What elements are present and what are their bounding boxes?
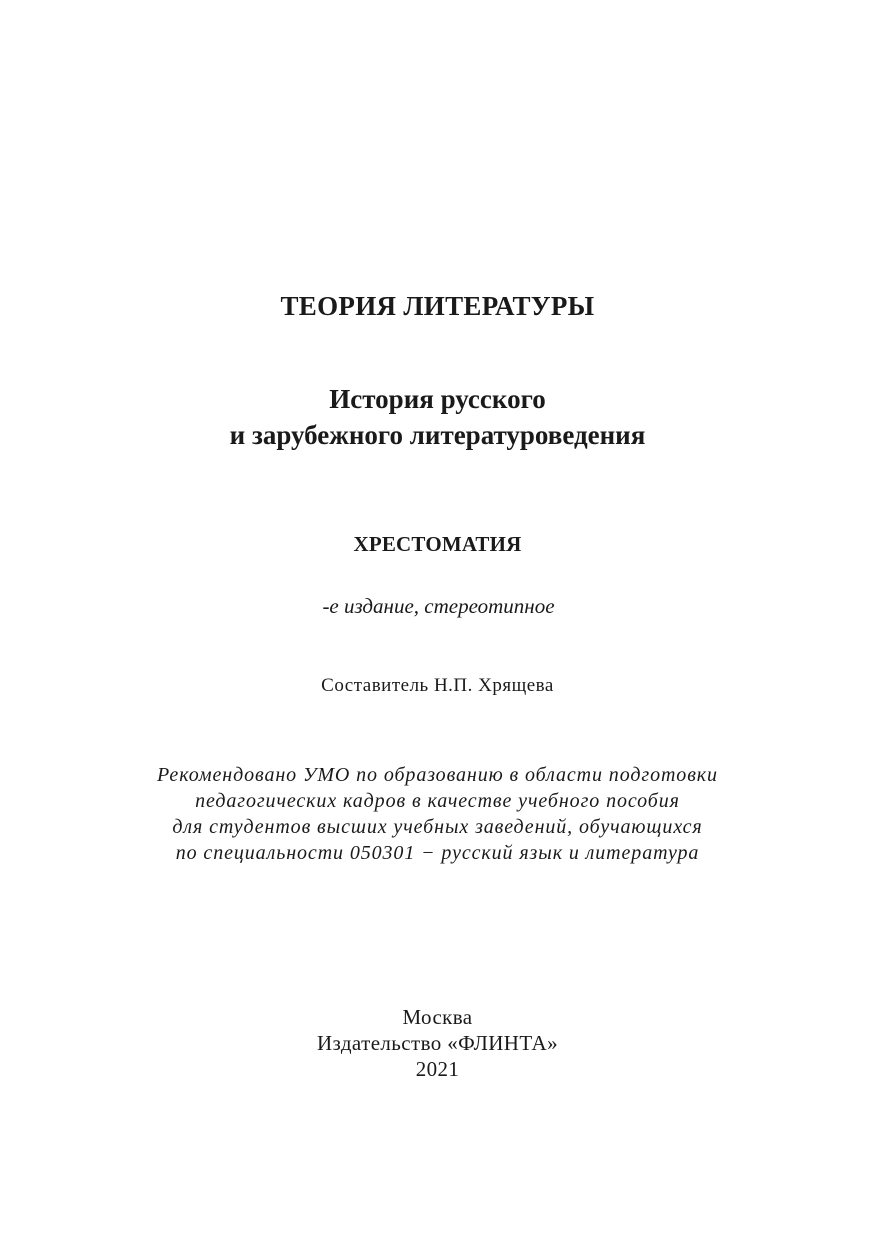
- imprint-publisher: Издательство «ФЛИНТА»: [316, 1031, 559, 1055]
- imprint-city: Москва: [402, 1005, 473, 1029]
- recommendation-line-3: для студентов высших учебных заведений, обучающихся: [172, 816, 703, 838]
- recommendation-line-1: Рекомендовано УМО по образованию в области подготовки: [157, 764, 718, 786]
- series-title: ТЕОРИЯ ЛИТЕРАТУРЫ: [280, 291, 595, 321]
- main-title-line-2: и зарубежного литературоведения: [229, 420, 646, 450]
- recommendation-line-4: по специальности 050301 − русский язык и литература: [175, 842, 700, 864]
- compiler-credit: Составитель Н.П. Хрящева: [321, 675, 554, 696]
- recommendation-line-2: педагогических кадров в качестве учебного пособия: [195, 790, 680, 812]
- edition-note: -е издание, стереотипное: [322, 594, 555, 618]
- genre-label: ХРЕСТОМАТИЯ: [353, 532, 522, 556]
- imprint-year: 2021: [415, 1057, 460, 1081]
- main-title-line-1: История русского: [329, 384, 546, 414]
